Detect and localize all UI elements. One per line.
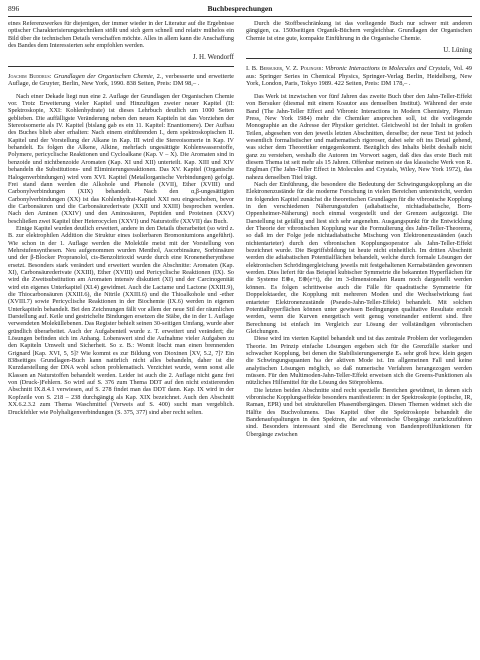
divider: [246, 58, 472, 59]
page-number: 896: [8, 4, 20, 13]
divider: [8, 66, 234, 67]
reviewer-signature: U. Lüning: [443, 46, 472, 55]
review-paragraph: Nach der Einführung, die besondere die Bedeutung der Schwingungskopplung an die Elektronenzustände für die moderne Forschung in vielen Bereichen unterstreicht, werden im folgenden Kapitel zunächst die theoretischen Grundlagen für die vibronische Kopplung in den verschiedenen Näherungsstufen (adiabatische, nichtadiabatische, Born-Oppenheimer-Näherung) noch einmal vorgestellt und der Grenzen aufgezeigt. Die Darstellung ist gefällig und liest sich sehr angenehm. Ausgangspunkt für die Entwicklung der Theorie der vibronischen Kopplung war die Formulierung des Jahn-Teller-Theorems, so daß im der Folge jede nichtadiabatische Mischung von Elektronenzuständen (auch nichtentarteter) durch den vibronischen Kopplungsoperator als Jahn-Teller-Effekt bezeichnet wurde. Die Begriffsbildung ist heute nicht einheitlich. Im dritten Abschnitt werden die adiabatischen Potentialflächen behandelt, welche durch formale Lösungen der elektronischen Schrödingergleichung jeweils mit festgehaltenen Kernabständen gewonnen werden. Dies liefert für das Beispiel kubischer Symmetrie die bekannten Hyperflächen für die Systeme E⊗e, Ε⊗(e+t), die im 3-dimensionalen Raum noch dargestellt werden können. Es folgen schrittweise auch die Fälle für quadratische Symmetrie für Doppeloktaeder, die Kopplung mit mehreren Moden und die Wechselwirkung fast entarteter Elektronenzustände (Pseudo-Jahn-Teller-Effekt) behandelt. Mit solchen Potentialhyperflächen können unter gewissen Bedingungen qualitative Resultate erzielt werden, wenn die Kurven energetisch weit genug voneinander entfernt sind. Ihre Berechnung ist einfach im Vergleich zur Lösung der vollständigen vibronischen Gleichungen.: [246, 181, 472, 335]
review-conclusion: Durch die Stoffbeschränkung ist das vorliegende Buch nur schwer mit anderen gängigen, ca. 1500seitigen Organik-Büchern vergleichbar. Grundlagen der Organischen Chemie ist eine gute, kompakte Einführung in die Organische Chemie.: [246, 20, 472, 42]
book-title: Grundlagen der Organischen Chemie,: [53, 72, 155, 80]
review-continuation: eines Referenzwerkes für diejenigen, der immer wieder in der Literatur auf die Ergebnisse optischer Charakterisierungstechniken stößt und sich gern schnell und relativ mühelos ein Bild über die technischen Details verschaffen möchte. Alles in allem kann die Anschaffung des Bandes dem Interessierten sehr empfohlen werden.: [8, 20, 234, 50]
review-paragraph: Nach einer Dekade liegt nun eine 2. Auflage der Grundlagen der Organischen Chemie vor. Trotz Erweiterung vieler Kapitel und Hinzufügen zweier neuer Kapitel (II: Spektroskopie, XXI: Kohlenhydrate) ist dieses Lehrbuch deutlich um 1000 Seiten geblieben. Die auffälligste Veränderung neben den neuen Kapiteln ist das Vorziehen der Stereoisomerie als IV. Kapitel (bislang gab es ein 11. Kapitel: Enantiomere). Der Aufbau des Buches blieb aber erhalten: Nach einem einführenden I., dem spektroskopischen II. Kapitel und der Vorstellung der Alkane in Kap. III wird die Stereoisomerie in Kap. IV behandelt. Es folgen die Alkene, Alkine, mehrfach ungesättigte Kohlenwasserstoffe, Polymere, pericyclische Reaktionen und Cycloalkane (Kap. V – X). Die Aromaten sind in benzoide und nichtbenzoide Aromaten (Kap. XI und XII) unterteilt. Kap. XIII und XIV behandeln die Substitutions- und Eliminierungsreaktionen. Das XV. Kapitel (Organische Halogenverbindungen) wird vom XVI. Kapitel (Metallorganische Verbindungen) gefolgt. Frei stand dann werden die Alkohole und Phenole (XVII), Ether (XVIII) und Carbonylverbindungen (XIX) behandelt. Nach den α,β-ungesättigten Carbonylverbindungen (XX) ist das Kohlenhydrat-Kapitel XXI neu eingeschoben, bevor die Carbonsäuren und die Carbonsäurederivate (XXII und XXIII) besprochen werden. Nach den Aminen (XXIV) und den Aminosäuren, Peptiden und Proteinen (XXV) beschließen zwei Kapitel über Heterocyclen (XXVI) und Naturstoffe (XXVII) das Buch.: [8, 92, 234, 225]
review-paragraph: Die letzten beiden Abschnitte sind recht spezielle Bereichen gewidmet, in denen sich vibronische Kopplungseffekte besonders manifestieren: in der Spektroskopie (optische, IR, Raman, EPR) und bei strukturellen Phasenübergängen. Diesen Themen widmet sich die Hälfte des Buchvolumens. Das Kapitel über die Spektroskopie behandelt die Bandenaufspaltungen in den Spektren, die auf vibronische Übergänge zurückzuführen sind. Besonders interessant sind die Berechnung von Bandenprofilfunktionen für Übergänge zwischen: [246, 386, 472, 438]
section-title: Buchbesprechungen: [207, 4, 273, 13]
book-bibliography: Vol. 49 aus: Springer Series in Chemical Physics, Springer-Verlag Berlin, Heidelberg, New York, London, Paris, Tokyo 1989. 422 Seiten, Preis: DM 178,– .: [246, 65, 472, 88]
reviewer-signature: J. H. Wendorff: [192, 53, 234, 62]
book-author: Joachim Buddrus:: [8, 72, 52, 80]
review-paragraph: Diese wird im vierten Kapitel behandelt und ist das zentrale Problem der vorliegenden Theorie. Im Prinzip einfache Lösungen ergeben sich für die Grenzfälle starker und schwacher Kopplung, bei denen die Stabilisierungsenergie Eₛ sehr groß bzw. klein gegen die Schwingungsquanten ħω der aktiven Mode ist. Im allgemeinen Fall und keine analytischen Lösungen möglich, so daß numerische Verfahren herangezogen werden müssen. Für den Multimoden-Jahn-Teller-Effekt erweisen sich die Greens-Funktionen als nützliches Hilfsmittel für die Lösung des Störproblems.: [246, 335, 472, 387]
book-reference: [8, 73, 234, 88]
book-bibliography: 2., verbesserte und erweiterte Auflage, de Gruyter, Berlin, New York, 1990. 838 Seiten, Preis: DM 98,– .: [8, 72, 234, 88]
left-column: [8, 20, 234, 416]
book-title: Vibronic Interactions in Molecules and Crystals,: [325, 65, 452, 73]
running-header: [8, 4, 472, 17]
review-paragraph: Einige Kapitel wurden deutlich erweitert, andere in den Details überarbeitet (so wird z. B. zur elektrophilen Addition die Struktur eines isolierbaren Bromoniumions angeführt). Wie schon in der 1. Auflage werden die Moleküle meist mit der Vorstellung von Mehrstufensynthesen. Neu aufgenommen wurden Menthol, Ascorbinsäure, Sorbinsäure und der β-Blocker Propranolol, cis-Benzoltrioxid wurde durch eine Kronenetherynthese ersetzt. Besonders stark verändert und erweitert wurden die Abschnitte: Aromaten (Kap. XI), Carbonsäurederivate (XXIII), Ether (XVIII) und Pericyclische Reaktionen (IX). So wird die Zweitsubstitution am Aromaten intensiv diskutiert (XI) und der Carcinogenität wird ein eigenes Unterkapitel (XI.4) gewidmet. Auch die Lactame und Lactone (XXIII.9), die Thiocarbonsäuren (XXIII.6), die Nitrile (XXIII.6) und die Thioalkohole und -ether (XVIII.7) sowie Pericyclische Reaktionen in der Biochemie (IX.6) werden in eigenen Unterkapiteln behandelt. Bei den Zeichnungen fällt vor allem der neue Stil der räumlichen Darstellung auf. Keile und gestrichelte Bindungen ersetzen die Stäbe, die in der 1. Auflage verwendeten Moleküllebenen. Das Register behielt seinen 30-seitigen Umfang, wurde aber gründlich überarbeitet. Auch der Aufgabenteil wurde z. T. erweitert und verändert; die Lösungen befinden sich im Anhang. Lobenswert sind die Aufnahme vieler Aufgaben zu den Kapiteln Umwelt und Sicherheit. So z. B.: Womit löscht man einen brennenden Grignard [Kap. XVI, 5, 5]? Wie kommt es zur Bildung von Dioxinen [XV, 5.2, 7]? Ein 838seitiges Grundlagen-Buch kann natürlich nicht alles behandeln, daher ist die Kurzdarstellung der DNA wohl schon problematisch. Verzichtet wurde, wenn sonst alle Klassen an Naturstoffen behandelt werden. Leider ist auch die 2. Auflage nicht ganz frei von (Druck-)Fehlern. So wird auf S. 376 zum Thema DDT auf den nicht existierenden Abschnitt IX.8.4.1 verwiesen, auf S. 278 findet man das DDT dann. Kap. IX wird in der Kopfzeile von S. 218 – 238 durchgängig als Kap. XIX bezeichnet. Auch den Abschnitt XX.6.2.3.2 zum Thema Waschmittel (Verweis auf S. 400) sucht man vergeblich. Druckfehler wie Polyhaligenverbindungen (S. 375, 377) sind aber recht selten.: [8, 224, 234, 416]
book-reference: [246, 65, 472, 88]
right-column: [246, 20, 472, 438]
review-paragraph: Das Werk ist inzwischen vor fünf Jahren das zweite Buch über den Jahn-Teller-Effekt von Bersuker (diesmal mit einem Koautor aus demselben Institut). Während der erste Band (The Jahn-Teller Effect and Vibronic Interactions in Modern Chemistry, Plenum Press, New York 1984) mehr die Chemiker ansprechen soll, ist die vorliegende Monographie an die Adresse der Physiker gerichtet. Gleichwohl ist der Inhalt in großen Teilen, abgesehen von den jeweils letzten Abschnitten, derselbe; der neue Text ist jedoch wesentlich formalistischer und mathematisch rigoroser, dabei sehr oft ins Detail gehend, was sicher dem Theoretiker entgegenkommt. Bezüglich des Inhalts bleibt deshalb nicht ganz zu verstehen, weshalb die Autoren im Vorwort sagen, daß dies das erste Buch mit diesem Thema ist seit mehr als 15 Jahren. Offenbar meinen sie das klassische Werk von R. Englman (The Jahn-Teller Effect in Molecules and Crystals, Wiley, New York 1972), das nahezu denselben Titel trägt.: [246, 92, 472, 181]
book-author: I. B. Bersuker, V. Z. Polinger:: [246, 65, 324, 73]
